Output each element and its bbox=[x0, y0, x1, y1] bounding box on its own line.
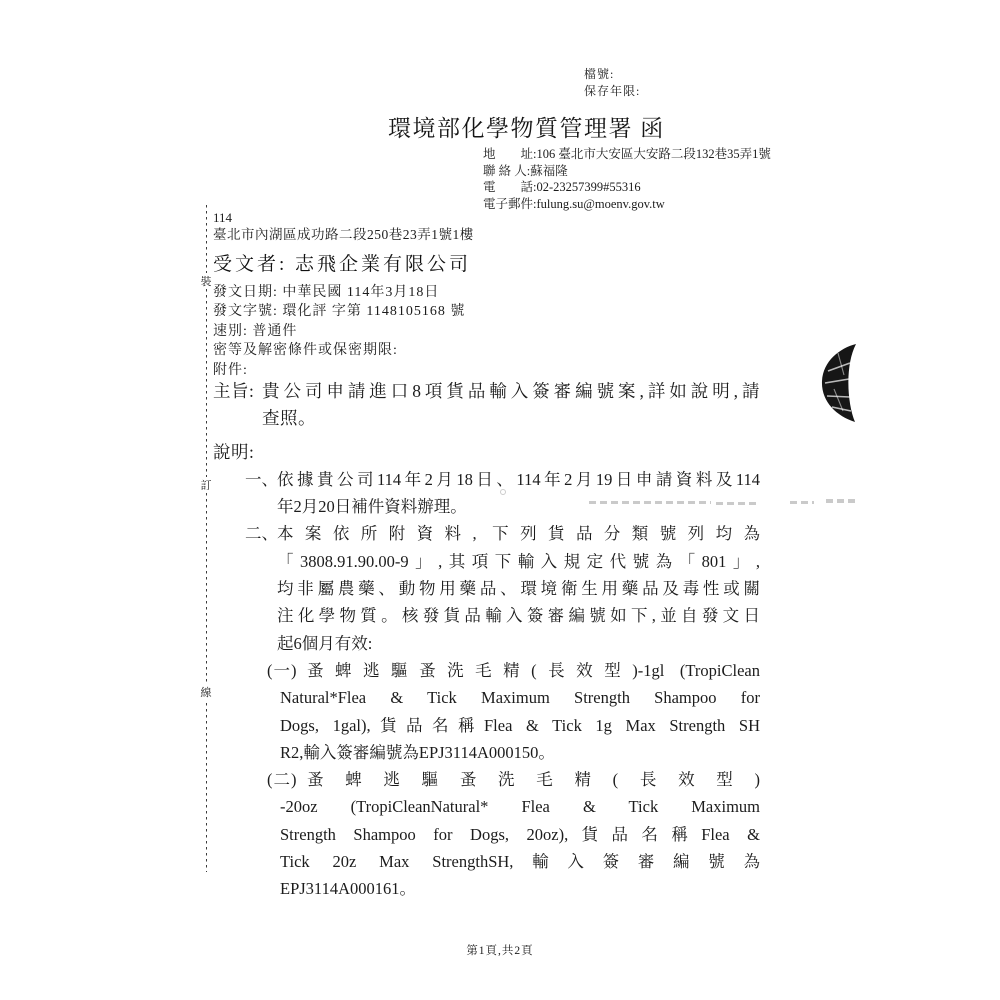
speed-value: 普通件 bbox=[252, 323, 298, 339]
contact-person-label: 聯 絡 人: bbox=[483, 163, 531, 178]
phone-value: 02-23257399#55316 bbox=[536, 180, 641, 194]
goods-item1-line4: R2,輸入簽審編號為EPJ3114A000150。 bbox=[280, 742, 555, 762]
document-title: 環境部化學物質管理署 函 bbox=[388, 116, 665, 141]
agency-contact-block bbox=[483, 146, 771, 212]
explanation-item2-line5: 起6個月有效: bbox=[277, 633, 373, 653]
recipient-line bbox=[213, 249, 474, 276]
recipient-block bbox=[213, 210, 474, 380]
speed-label: 速別: bbox=[213, 323, 248, 339]
attachment-line: 附件: bbox=[213, 362, 248, 378]
goods-item1-line3: Dogs, 1gal),貨品名稱Flea & Tick 1g Max Strength SH bbox=[280, 715, 760, 735]
scan-artifact bbox=[716, 502, 760, 505]
scan-artifact bbox=[826, 499, 859, 503]
goods-item1-prefix: (一) bbox=[267, 660, 298, 680]
item2-prefix: 二、 bbox=[245, 524, 278, 544]
ref-number-label: 發文字號: bbox=[213, 304, 278, 320]
goods-item2-line5: EPJ3114A000161。 bbox=[280, 879, 416, 899]
explanation-item2-line2: 「3808.91.90.00-9」,其項下輸入規定代號為「801」, bbox=[277, 551, 760, 571]
ref-number-value: 環化評 字第 1148105168 號 bbox=[282, 304, 466, 320]
explanation-item2-line1: 二、 本案依所附資料, 下列貨品分類號列均為 bbox=[213, 520, 760, 547]
goods-item1-line2: Natural*Flea & Tick Maximum Strength Shampoo for bbox=[280, 688, 760, 708]
binding-mark-ding: 訂 bbox=[199, 477, 213, 493]
goods-item2-line1: (二) 蚤蜱逃驅蚤洗毛精(長效型) bbox=[213, 766, 760, 793]
address-value: 106 臺北市大安區大安路二段132巷35弄1號 bbox=[536, 147, 771, 161]
recipient-address: 臺北市內湖區成功路二段250巷23弄1號1樓 bbox=[213, 227, 474, 242]
document-body bbox=[213, 378, 760, 903]
speed-line bbox=[213, 322, 474, 341]
explanation-item2-line3: 均非屬農藥、動物用藥品、環境衛生用藥品及毒性或關 bbox=[277, 579, 760, 599]
issue-date-label: 發文日期: bbox=[213, 285, 278, 300]
recipient-name: 志飛企業有限公司 bbox=[295, 254, 472, 275]
agency-email-line bbox=[483, 196, 771, 213]
security-line: 密等及解密條件或保密期限: bbox=[213, 343, 398, 359]
page-number: 第1頁,共2頁 bbox=[466, 945, 534, 957]
explanation-item1-line2: 年2月20日補件資料辦理。 bbox=[277, 497, 467, 517]
agency-person-line bbox=[483, 163, 771, 180]
document-meta bbox=[213, 283, 474, 380]
goods-item2-prefix: (二) bbox=[267, 770, 298, 790]
subject-line-1: 主旨: 貴公司申請進口8項貨品輸入簽審編號案,詳如說明,請 bbox=[213, 378, 760, 405]
explanation-item2-line4: 注化學物質。核發貨品輸入簽審編號如下,並自發文日 bbox=[277, 606, 760, 626]
subject-label: 主旨: bbox=[213, 381, 255, 401]
recipient-zip: 114 bbox=[213, 210, 233, 225]
email-label: 電子郵件: bbox=[483, 196, 537, 211]
issue-date-value: 中華民國 114年3月18日 bbox=[282, 285, 440, 300]
recipient-label: 受文者: bbox=[213, 254, 288, 275]
binding-line bbox=[200, 205, 212, 872]
issue-date-line bbox=[213, 283, 474, 302]
ref-number-line bbox=[213, 302, 474, 321]
phone-label: 電 話: bbox=[483, 180, 537, 194]
item1-prefix: 一、 bbox=[245, 469, 278, 489]
goods-item2-line3: Strength Shampoo for Dogs, 20oz),貨品名稱Flea & bbox=[280, 824, 760, 844]
address-label: 地 址: bbox=[483, 147, 537, 161]
contact-person-value: 蘇福隆 bbox=[530, 163, 568, 178]
goods-item2-line2: -20oz (TropiCleanNatural* Flea & Tick Maximum bbox=[280, 797, 760, 817]
scan-artifact-dot bbox=[500, 489, 506, 495]
agency-address-line bbox=[483, 146, 771, 163]
file-number-block bbox=[584, 66, 640, 100]
explanation-heading: 說明: bbox=[213, 441, 255, 462]
partial-stamp-icon bbox=[816, 341, 860, 425]
binding-mark-xian: 線 bbox=[199, 684, 213, 700]
goods-item1-line1: (一) 蚤蜱逃驅蚤洗毛精(長效型)-1gl (TropiClean bbox=[213, 657, 760, 684]
subject-line-2: 查照。 bbox=[262, 408, 316, 429]
scan-artifact bbox=[790, 501, 814, 504]
retention-period-label: 保存年限: bbox=[584, 84, 641, 98]
agency-phone-line bbox=[483, 179, 771, 196]
scan-artifact bbox=[589, 501, 711, 504]
explanation-item1-line1: 一、 依據貴公司114年2月18日、114年2月19日申請資料及114 bbox=[213, 466, 760, 493]
file-number-label: 檔號: bbox=[584, 67, 615, 81]
goods-item2-line4: Tick 20z Max StrengthSH,輸入簽審編號為 bbox=[280, 852, 760, 872]
email-value: fulung.su@moenv.gov.tw bbox=[536, 196, 665, 211]
binding-mark-zhuang: 裝 bbox=[199, 273, 213, 289]
